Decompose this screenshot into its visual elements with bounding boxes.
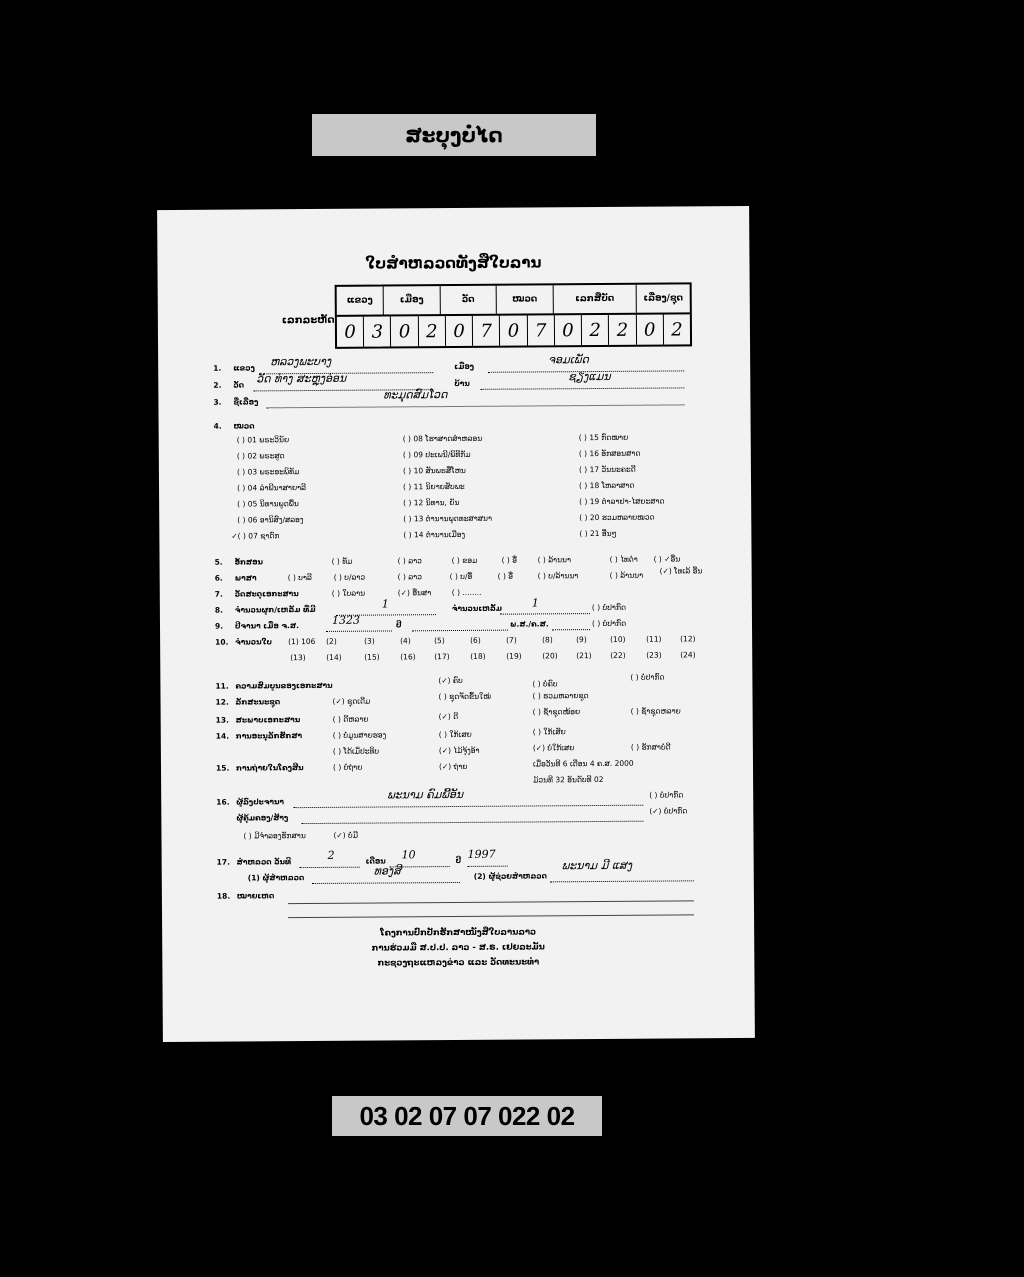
- script-option[interactable]: ( ) ✓ອື່ນ: [653, 554, 681, 564]
- category-option[interactable]: ( ) 04 ລຳພີນາສາຍາລີ: [237, 483, 307, 493]
- leaves-cell: (6): [470, 635, 481, 645]
- field-label-completeness: ຄວາມສົມບູນຂອງເອກະສານ: [235, 680, 333, 691]
- language-option[interactable]: ( ) ບາລີ: [287, 573, 312, 583]
- field-label-month: ເດືອນ: [365, 856, 386, 866]
- language-option[interactable]: (✓) ໂທເລ້ ອື່ນ: [659, 566, 703, 576]
- field-value-surveyor: ທອງສີ: [373, 864, 401, 878]
- leaves-cell: (16): [400, 652, 416, 662]
- not-found-option[interactable]: (✓) ບໍ່ປາກົດ: [649, 806, 688, 816]
- preservation-option[interactable]: ( ) ໃກ້ເສຍ: [438, 729, 472, 740]
- code-digit: 0: [337, 317, 364, 347]
- script-option[interactable]: ( ) ທັມ: [331, 556, 353, 566]
- not-found-option[interactable]: ( ) ບໍ່ປາກົດ: [591, 618, 627, 629]
- code-digit: 7: [527, 315, 554, 345]
- category-option[interactable]: ( ) 10 ສັນພຣສື່ໂຫນ: [402, 465, 466, 476]
- completeness-option[interactable]: ( ) ບໍ່ປາກົດ: [630, 672, 665, 682]
- field-number: 7.: [214, 589, 223, 599]
- category-option[interactable]: ( ) 01 ພຣະວິນັຍ: [236, 435, 290, 445]
- field-number: 12.: [215, 697, 229, 707]
- field-value-village: ຊຽງແມນ: [568, 369, 611, 384]
- language-option[interactable]: ( ) ລ້ານນາ: [609, 570, 644, 580]
- condition-option[interactable]: ( ) ດີຫລາຍ: [332, 714, 369, 724]
- category-option[interactable]: ( ) 20 ຮວມຫລາຍໝວດ: [579, 512, 655, 523]
- code-digit: 0: [555, 315, 582, 345]
- leaves-cell: (24): [680, 650, 696, 660]
- code-header-row: [337, 284, 690, 316]
- survey-form-sheet: [157, 206, 755, 1042]
- field-value-district: ຈອມເພັດ: [548, 353, 589, 367]
- filming-roll: ມ້ວນທີ 32 ອັນດັບທີ 02: [533, 774, 604, 785]
- field-value-bundles: 1: [381, 597, 389, 611]
- field-label-condition: ສະພາບເອກະສານ: [235, 715, 301, 725]
- category-option[interactable]: ( ) 17 ວັນນະຄະດີ: [578, 464, 636, 475]
- leaves-cell: (4): [400, 636, 411, 646]
- code-header: ເມືອງ: [384, 286, 441, 314]
- leaves-cell: (13): [290, 653, 306, 663]
- script-option[interactable]: ( ) ຂອມ: [451, 555, 478, 566]
- field-value-scribe: ພະນາມ ຄົມພີ້ອັນ: [387, 787, 464, 802]
- footer-line: ກະຊວງຖະແຫລງຂ່າວ ແລະ ວັດທະນະທຳ: [377, 957, 540, 969]
- category-option[interactable]: ( ) 18 ໂຫລາສາດ: [579, 480, 635, 491]
- field-value-month: 10: [401, 848, 416, 862]
- language-option[interactable]: ( ) ບ/ອື່: [449, 571, 473, 582]
- field-number: 11.: [215, 681, 229, 691]
- code-label: ເລກລະຫັດ: [281, 314, 335, 327]
- code-digit: 2: [609, 315, 636, 345]
- field-number: 5.: [214, 557, 223, 567]
- leaves-cell: (7): [506, 635, 517, 645]
- filming-date: ເມື່ອວັນທີ 6 ເດືອນ 4 ຄ.ສ. 2000: [532, 758, 634, 769]
- filming-option[interactable]: (✓) ຖ່າຍ: [438, 761, 468, 772]
- language-option[interactable]: ( ) ອື່: [497, 571, 514, 581]
- field-number: 13.: [215, 715, 229, 725]
- leaves-cell: (3): [364, 636, 375, 646]
- category-option[interactable]: ( ) 15 ກົດໝາຍ: [578, 432, 629, 443]
- script-option[interactable]: ( ) ລາວ: [397, 556, 422, 566]
- field-label-surveyor: (1) ຜູ້ສຳຫລວດ: [247, 873, 305, 883]
- category-option[interactable]: ( ) 21 ອື່ນໆ: [579, 528, 617, 539]
- leaves-cell: (1) 106: [288, 636, 316, 647]
- leaves-cell: (8): [542, 635, 553, 645]
- preservation-option[interactable]: ( ) ຮັກສາບໍ່ດີ: [630, 742, 671, 752]
- material-option[interactable]: (✓) ອື່ນສາ: [397, 588, 432, 598]
- filming-option[interactable]: ( ) ບໍ່ຖ່າຍ: [332, 762, 363, 772]
- field-label-province: ແຂວງ: [233, 363, 255, 373]
- category-option[interactable]: ( ) 19 ຕຳລາຢາ-ໄສຍະສາດ: [579, 496, 665, 507]
- field-number: 8.: [214, 605, 224, 615]
- code-digit: 2: [671, 318, 683, 340]
- leaves-cell: (15): [364, 652, 380, 662]
- code-digit: 2: [582, 315, 609, 345]
- field-label-date: ປີຈານາ ເມື່ອ ຈ.ສ.: [234, 621, 299, 631]
- not-found-option[interactable]: ( ) ບໍ່ປາກົດ: [591, 602, 627, 613]
- code-digit: 0: [636, 315, 663, 345]
- category-option[interactable]: ✓( ) 07 ຊາດົກ: [231, 531, 280, 541]
- field-number: 2.: [213, 380, 222, 390]
- leaves-cell: (20): [542, 651, 558, 661]
- reference-code-label: 03 02 07 07 022 02: [332, 1096, 602, 1136]
- category-option[interactable]: ( ) 08 ໂຮາສາດສຳຫລອນ: [402, 433, 483, 444]
- leaves-cell: (21): [576, 651, 592, 661]
- field-label-sponsor: ຜູ້ຄຸ້ມຄອງ/ສ້າງ: [236, 813, 289, 823]
- field-value-day: 2: [327, 848, 335, 862]
- field-number: 3.: [213, 397, 222, 407]
- field-value-province: ຫລວງພະບາງ: [270, 354, 332, 369]
- script-option[interactable]: ( ) ໄທດຳ: [609, 554, 638, 564]
- field-number: 17.: [216, 857, 230, 867]
- field-number: 1.: [213, 363, 222, 373]
- language-option[interactable]: ( ) ບ/ລາວ: [333, 572, 366, 582]
- leaves-cell: (12): [680, 634, 696, 644]
- category-option[interactable]: ( ) 14 ຕຳນານເມືອງ: [403, 529, 466, 540]
- field-value-assistant: ພະນາມ ມີ ແສງ: [561, 858, 633, 873]
- code-header: ເລື່ອງ/ຊຸດ: [643, 293, 684, 304]
- set-type-option[interactable]: (✓) ຊຸດເດີມ: [332, 696, 371, 706]
- script-option[interactable]: ( ) ອື່: [501, 555, 517, 565]
- field-label-volumes: ຈຳນວນເຫລັ້ມ: [451, 603, 503, 614]
- field-value-era: 1323: [331, 613, 361, 627]
- field-number: 18.: [216, 891, 231, 901]
- leaves-cell: (17): [434, 652, 450, 662]
- category-option[interactable]: ( ) 05 ນິທານພູດພື້ນ: [237, 499, 299, 509]
- category-option[interactable]: ( ) 12 ນິທານ, ຍັນ: [403, 497, 460, 508]
- set-type-option[interactable]: ( ) ຊ້ຳຊຸດໜ້ອຍ: [532, 707, 581, 717]
- leaves-cell: (11): [646, 634, 662, 644]
- field-value-volumes: 1: [531, 596, 539, 610]
- field-label-set-type: ລັກສະນະຊຸດ: [235, 697, 281, 707]
- leaves-cell: (5): [434, 636, 445, 646]
- set-type-option[interactable]: ( ) ຮວມຫລາຍຊຸດ: [532, 691, 589, 701]
- language-option[interactable]: ( ) ບ/ລ້ານນາ: [537, 571, 579, 581]
- field-label-material: ວັດສະດຸເອກະສານ: [234, 589, 299, 599]
- code-table: [335, 282, 692, 348]
- code-digit: 0: [446, 316, 473, 346]
- leaves-cell: (18): [470, 651, 486, 661]
- material-option[interactable]: ( ) ........: [451, 587, 482, 598]
- field-label-preservation: ການອະນຸລັກຮັກສາ: [235, 731, 303, 741]
- field-number: 4.: [213, 421, 222, 431]
- field-label-script: ອັກສອນ: [234, 557, 264, 567]
- code-digit: 0: [391, 316, 418, 346]
- field-value-year: 1997: [467, 847, 496, 861]
- completeness-option[interactable]: ( ) ບໍ່ຄົບ: [532, 679, 558, 689]
- leaves-cell: (2): [326, 636, 337, 646]
- footer-line: ການຮ່ວມມື ສ.ປ.ປ. ລາວ - ສ.ຣ. ເຢຍລະມັນ: [371, 942, 545, 954]
- field-label-remarks: ໝາຍເຫດ: [236, 891, 275, 901]
- not-found-option[interactable]: ( ) ບໍ່ປາກົດ: [649, 790, 684, 800]
- footer-line: ໂຄງການປົກປັກຮັກສາໜັງສືໃບລານລາວ: [380, 927, 537, 939]
- field-label-leaves: ຈຳນວນໃບ: [235, 637, 272, 647]
- category-option[interactable]: ( ) 11 ນິຍາຍສັບພະ: [403, 481, 465, 492]
- preservation-option[interactable]: ( ) ໂດ້ເມິ່ປະທິບ: [332, 746, 380, 756]
- preservation-option[interactable]: ( ) ບໍ່ມູນສາຍຮອງ: [332, 730, 387, 740]
- field-number: 16.: [216, 797, 230, 807]
- code-digit: 0: [500, 315, 527, 345]
- leaves-cell: (14): [326, 652, 342, 662]
- copy-option[interactable]: ( ) ມີຈຳລອງຮັກສານ: [243, 831, 306, 841]
- field-label-assistant: (2) ຜູ້ຊ່ວຍສຳຫລວດ: [473, 871, 547, 881]
- category-option[interactable]: ( ) 06 ອານິສົງ/ສລອງ: [237, 515, 304, 525]
- copy-option[interactable]: (✓) ບໍ່ມີ: [333, 830, 358, 840]
- leaves-cell: (19): [506, 651, 522, 661]
- field-label-year: ປີ: [395, 620, 402, 630]
- category-option[interactable]: ( ) 16 ອັກສອນສາດ: [578, 448, 641, 459]
- field-number: 15.: [215, 763, 230, 773]
- leaves-cell: (23): [646, 650, 662, 660]
- field-label-year: ປີ: [455, 855, 462, 866]
- preservation-option[interactable]: (✓) ໄມ້ຈຸ້ງອ້າ: [438, 745, 480, 756]
- field-label-title: ຊື່ເລື່ອງ: [233, 397, 259, 407]
- field-label-scribe: ຜູ້ລົງປະຈານາ: [236, 797, 285, 807]
- code-header: ໝວດ: [497, 285, 554, 313]
- code-header: ເລກສືບັດ: [554, 285, 637, 314]
- form-title: ໃບສຳຫລວດທັງສືໃບລານ: [365, 253, 542, 273]
- category-option[interactable]: ( ) 03 ພຣະອະພິທັມ: [236, 467, 300, 477]
- category-option[interactable]: ( ) 13 ຕຳນານພຸດທະສາສນາ: [403, 513, 493, 524]
- condition-option[interactable]: (✓) ດີ: [438, 711, 459, 722]
- preservation-option[interactable]: (✓) ບໍ່ໃກ້ເສຍ: [532, 743, 575, 753]
- field-number: 9.: [214, 621, 224, 631]
- script-option[interactable]: ( ) ລ້ານນາ: [537, 555, 572, 565]
- code-digit: 3: [364, 316, 391, 346]
- form-footer: [162, 924, 754, 973]
- code-header: ແຂວງ: [337, 286, 384, 314]
- header-label: ສະບຸງບໍ່ໄດ: [312, 114, 596, 156]
- set-type-option[interactable]: ( ) ຊຸດຈັດຂຶ້ນໃໝ່: [438, 691, 491, 702]
- field-label-bundles: ຈຳນວນຜູກ/ເຫລັ້ມ ທີ່ມີ: [234, 604, 316, 615]
- code-header: ວັດ: [441, 286, 497, 314]
- field-label-temple: ວັດ: [233, 380, 245, 390]
- section-label-category: ໝວດ: [233, 421, 255, 431]
- field-number: 14.: [215, 731, 230, 741]
- field-value-temple: ວັດ ທ່າງ ສະຫຼຸງອ່ອນ: [256, 371, 347, 386]
- field-label-era: ພ.ສ./ຄ.ສ.: [509, 619, 549, 629]
- field-label-district: ເມືອງ: [454, 361, 475, 372]
- field-label-survey-date: ສຳຫລວດ ວັນທີ: [236, 857, 292, 867]
- field-label-filming: ການຖ່າຍໃນໂຄງສີນ: [235, 763, 304, 773]
- code-digit: 7: [473, 316, 500, 346]
- field-value-title: ທະມຸດສົມໂວດ: [383, 388, 448, 402]
- language-option[interactable]: ( ) ລາວ: [397, 572, 422, 582]
- set-type-option[interactable]: ( ) ຊ້ຳຊຸດຫລາຍ: [630, 706, 681, 716]
- leaves-cell: (10): [610, 634, 626, 644]
- leaves-cell: (22): [610, 650, 626, 660]
- condition-option[interactable]: ( ) ໃກ້ເສັຍ: [532, 727, 566, 737]
- field-label-village: ບ້ານ: [454, 378, 470, 389]
- field-number: 10.: [215, 637, 229, 647]
- code-digit-row: [337, 314, 690, 346]
- completeness-option[interactable]: (✓) ຄົບ: [438, 675, 463, 686]
- category-option[interactable]: ( ) 02 ພຣະສູດ: [236, 451, 285, 461]
- code-digit: 2: [419, 316, 446, 346]
- field-label-language: ພາສາ: [234, 573, 257, 583]
- field-number: 6.: [214, 573, 223, 583]
- category-option[interactable]: ( ) 09 ປະເພນີ/ພິທີກັມ: [402, 449, 471, 460]
- leaves-cell: (9): [576, 635, 587, 645]
- material-option[interactable]: ( ) ໃບລານ: [331, 588, 366, 598]
